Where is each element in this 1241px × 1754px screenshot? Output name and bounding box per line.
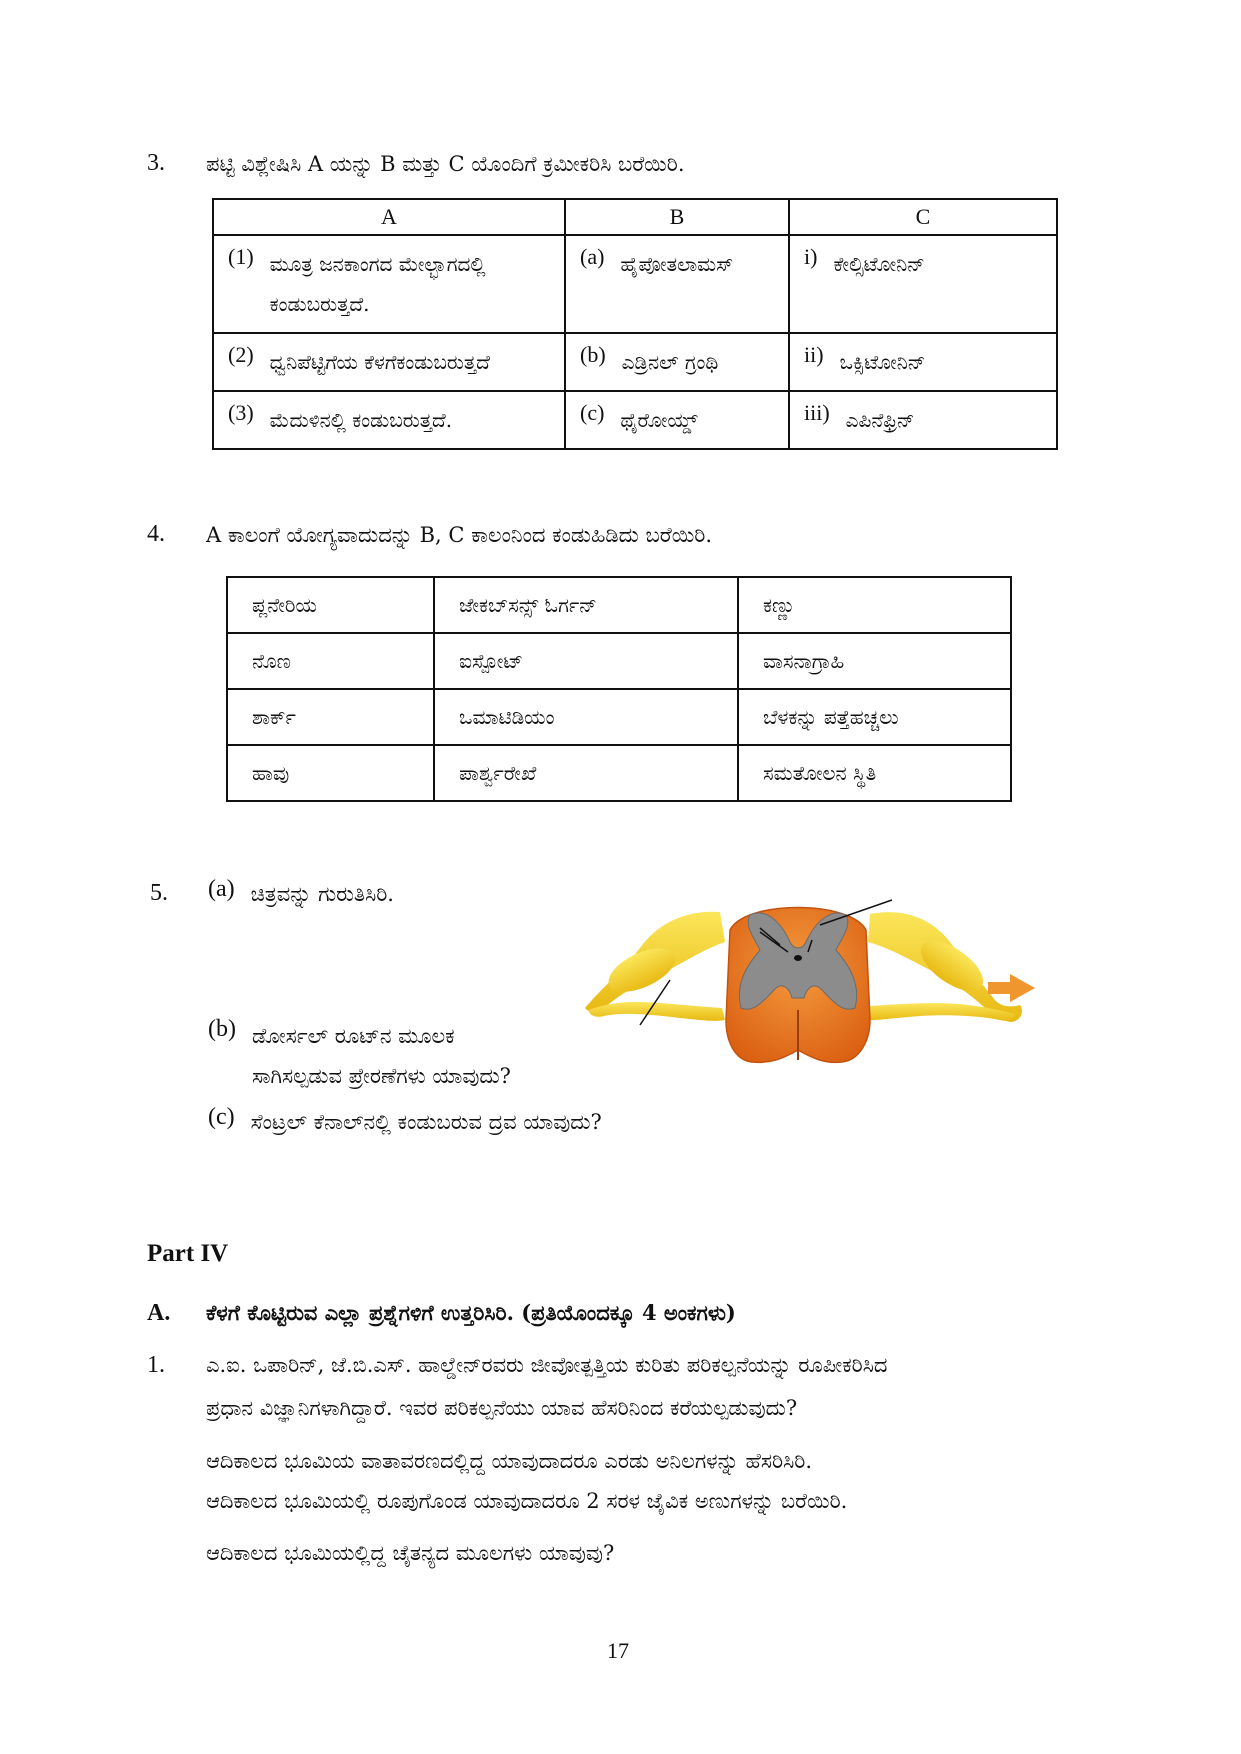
- q3-header-a: A: [213, 199, 565, 235]
- q3-r3-b-text: ಥೈರೋಯ್ಡ್: [620, 408, 698, 432]
- q4-r3-c2: ಒಮಾಟಿಡಿಯಂ: [434, 689, 738, 745]
- q5c-text: ಸೆಂಟ್ರಲ್ ಕೆನಾಲ್‌ನಲ್ಲಿ ಕಂಡುಬರುವ ದ್ರವ ಯಾವುದು?: [250, 1110, 602, 1134]
- part4-q1-line3: ಆದಿಕಾಲದ ಭೂಮಿಯ ವಾತಾವರಣದಲ್ಲಿದ್ದ ಯಾವುದಾದರೂ ಎರಡು ಅನಿಲಗಳನ್ನು ಹೆಸರಿಸಿರಿ.: [206, 1449, 812, 1473]
- q4-r4-c2: ಪಾರ್ಶ್ವರೇಖೆ: [434, 745, 738, 801]
- q3-r2-a-label: (2): [228, 342, 254, 367]
- arrow-icon: [988, 974, 1035, 1002]
- q3-r2-b-text: ಎಡ್ರಿನಲ್ ಗ್ರಂಥಿ: [621, 350, 719, 374]
- q4-r2-c3: ವಾಸನಾಗ್ರಾಹಿ: [738, 633, 1011, 689]
- page-number: 17: [607, 1638, 629, 1663]
- table-row: [227, 689, 1011, 745]
- q4-number: 4.: [147, 521, 165, 547]
- table-row: [227, 577, 1011, 633]
- q3-r1-b-text: ಹೈಪೋತಲಾಮಸ್: [620, 252, 734, 276]
- q3-header-c: C: [789, 199, 1057, 235]
- table-row: [227, 745, 1011, 801]
- q3-r3-c-text: ಎಪಿನೆಫ್ರಿನ್: [845, 408, 915, 432]
- q3-r2-c-label: ii): [804, 342, 824, 367]
- q5b: [208, 1016, 511, 1096]
- part-title: Part IV: [147, 1240, 229, 1267]
- q4-table: [226, 576, 1012, 802]
- table-row: [213, 391, 1057, 449]
- right-nerve-roots: [868, 912, 1022, 1022]
- q3-r1-a-label: (1): [228, 244, 254, 269]
- q4-r1-c3: ಕಣ್ಣು: [738, 577, 1011, 633]
- q5a-label: (a): [208, 876, 235, 902]
- q4-r1-c2: ಜೇಕಬ್‌ಸನ್ಸ್ ಓರ್ಗನ್: [434, 577, 738, 633]
- q5a: [208, 876, 394, 912]
- q5a-text: ಚಿತ್ರವನ್ನು ಗುರುತಿಸಿರಿ.: [250, 882, 394, 906]
- spinal-cord-diagram: [580, 890, 1050, 1075]
- q3-r3-c-label: iii): [804, 400, 830, 425]
- q5c-label: (c): [208, 1104, 235, 1130]
- table-row: [227, 633, 1011, 689]
- q4-r2-c2: ಐಸ್ಪೋಟ್: [434, 633, 738, 689]
- table-row: [213, 235, 1057, 333]
- section-label: A.: [147, 1300, 171, 1326]
- q3-text: ಪಟ್ಟಿ ವಿಶ್ಲೇಷಿಸಿ A ಯನ್ನು B ಮತ್ತು C ಯೊಂದಿಗೆ ಕ್ರಮೀಕರಿಸಿ ಬರೆಯಿರಿ.: [206, 152, 685, 176]
- part4-q1-line5: ಆದಿಕಾಲದ ಭೂಮಿಯಲ್ಲಿದ್ದ ಚೈತನ್ಯದ ಮೂಲಗಳು ಯಾವುವು?: [206, 1541, 615, 1565]
- q3-number: 3.: [147, 150, 165, 176]
- section-text: ಕೆಳಗೆ ಕೊಟ್ಟಿರುವ ಎಲ್ಲಾ ಪ್ರಶ್ನೆಗಳಿಗೆ ಉತ್ತರಿಸಿರಿ. (ಪ್ರತಿಯೊಂದಕ್ಕೂ 4 ಅಂಕಗಳು): [206, 1300, 736, 1325]
- part4-q1-line1: ಎ.ಐ. ಒಪಾರಿನ್, ಜೆ.ಬಿ.ಎಸ್. ಹಾಲ್ಡೇನ್‌ರವರು ಜೀವೋತ್ಪತ್ತಿಯ ಕುರಿತು ಪರಿಕಲ್ಪನೆಯನ್ನು ರೂಪೀಕರಿಸಿದ: [206, 1353, 888, 1377]
- left-nerve-roots: [585, 912, 725, 1021]
- q4-r3-c1: ಶಾರ್ಕ್: [227, 689, 434, 745]
- q4-r4-c1: ಹಾವು: [227, 745, 434, 801]
- q4-r3-c3: ಬೆಳಕನ್ನು ಪತ್ತೆಹಚ್ಚಲು: [738, 689, 1011, 745]
- q3-r2-b-label: (b): [580, 342, 606, 367]
- q5c: [208, 1104, 602, 1140]
- q3-r2-c-text: ಒಕ್ಸಿಟೋನಿನ್: [839, 350, 926, 374]
- q3-table: [212, 198, 1058, 450]
- spinal-cord: [726, 908, 870, 1063]
- part4-q1-line4: ಆದಿಕಾಲದ ಭೂಮಿಯಲ್ಲಿ ರೂಪುಗೊಂಡ ಯಾವುದಾದರೂ 2 ಸರಳ ಜೈವಿಕ ಅಣುಗಳನ್ನು ಬರೆಯಿರಿ.: [206, 1489, 848, 1513]
- q5b-text-line2: ಸಾಗಿಸಲ್ಪಡುವ ಪ್ರೇರಣೆಗಳು ಯಾವುದು?: [251, 1064, 511, 1088]
- q3-r3-b-label: (c): [580, 400, 605, 425]
- central-canal: [794, 955, 802, 961]
- q3-r1-c-label: i): [804, 244, 818, 269]
- q3-r1-b-label: (a): [580, 244, 605, 269]
- table-row: [213, 333, 1057, 391]
- q5-number: 5.: [150, 880, 168, 906]
- q5b-label: (b): [208, 1016, 236, 1042]
- q4-r1-c1: ಪ್ಲನೇರಿಯ: [227, 577, 434, 633]
- q3-r2-a-text: ಧ್ವನಿಪೆಟ್ಟಿಗೆಯ ಕೆಳಗೆಕಂಡುಬರುತ್ತದೆ: [269, 350, 490, 374]
- q4-r2-c1: ನೊಣ: [227, 633, 434, 689]
- q3-header-b: B: [565, 199, 789, 235]
- q3-r1-c-text: ಕೇಲ್ಸಿಟೋನಿನ್: [833, 252, 925, 276]
- part4-q1-number: 1.: [147, 1352, 165, 1378]
- q4-r4-c3: ಸಮತೋಲನ ಸ್ಥಿತಿ: [738, 745, 1011, 801]
- q3-r3-a-text: ಮೆದುಳಿನಲ್ಲಿ ಕಂಡುಬರುತ್ತದೆ.: [269, 408, 453, 432]
- part4-q1-line2: ಪ್ರಧಾನ ವಿಜ್ಞಾನಿಗಳಾಗಿದ್ದಾರೆ. ಇವರ ಪರಿಕಲ್ಪನೆಯು ಯಾವ ಹೆಸರಿನಿಂದ ಕರೆಯಲ್ಪಡುವುದು?: [206, 1396, 798, 1420]
- q4-text: A ಕಾಲಂಗೆ ಯೋಗ್ಯವಾದುದನ್ನು B, C ಕಾಲಂನಿಂದ ಕಂಡುಹಿಡಿದು ಬರೆಯಿರಿ.: [206, 523, 713, 547]
- q3-r3-a-label: (3): [228, 400, 254, 425]
- q5b-text-line1: ಡೋರ್ಸಲ್ ರೂಟ್‌ನ ಮೂಲಕ: [251, 1024, 455, 1048]
- q3-r1-a-text: ಮೂತ್ರ ಜನಕಾಂಗದ ಮೇಲ್ಭಾಗದಲ್ಲಿ ಕಂಡುಬರುತ್ತದೆ.: [269, 252, 486, 316]
